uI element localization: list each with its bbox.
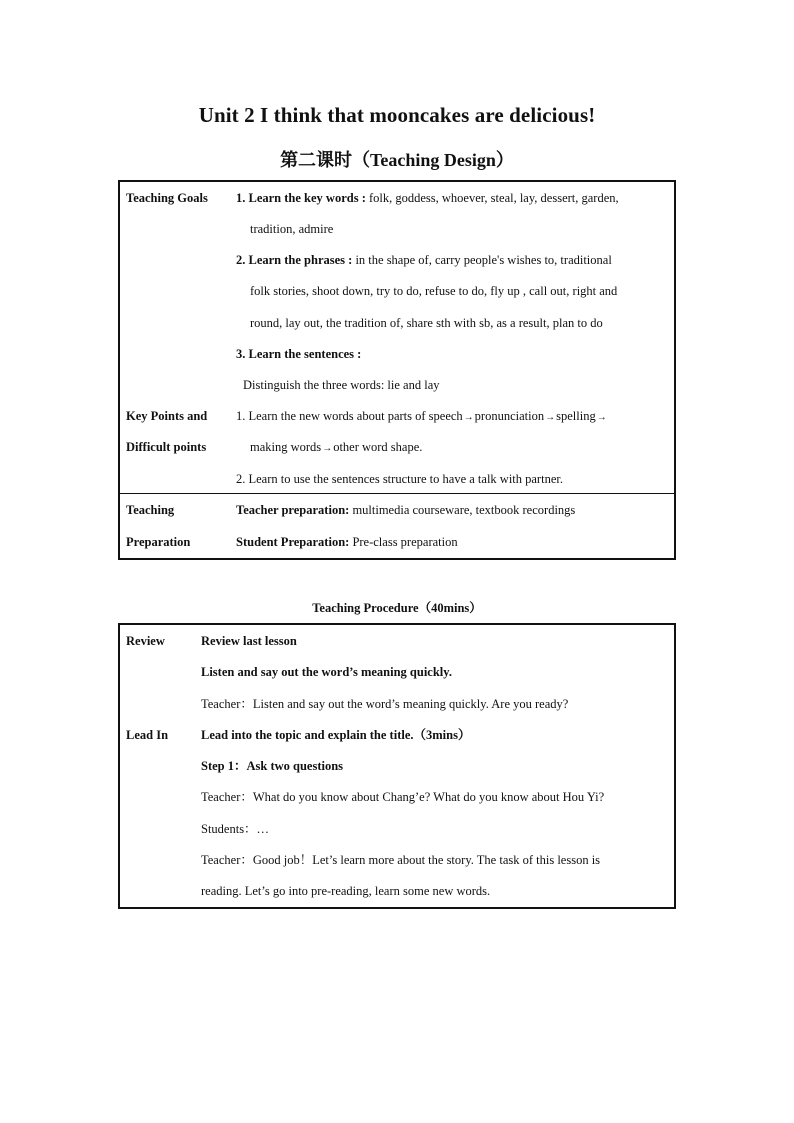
arrow-right-icon: →	[545, 412, 556, 423]
student-preparation-text: Pre-class preparation	[349, 535, 458, 549]
key-points-label: Key Points and	[126, 409, 208, 423]
student-preparation	[236, 534, 458, 550]
review-label: Review	[126, 634, 165, 648]
review-head: Review last lesson	[201, 634, 297, 648]
teacher-response: Teacher：Good job！Let’s learn more about the story. The task of this lesson is	[201, 853, 601, 867]
key-point-1	[236, 408, 608, 426]
teaching-label: Teaching	[126, 503, 175, 517]
goal-1-cont: tradition, admire	[250, 222, 334, 236]
lead-in-label: Lead In	[126, 728, 169, 742]
step-1: Step 1：Ask two questions	[201, 759, 344, 773]
arrow-right-icon: →	[596, 412, 607, 423]
lead-in-head: Lead into the topic and explain the title.（3mins）	[201, 728, 471, 742]
key-point-1-e: other word shape.	[333, 440, 423, 454]
key-point-1-cont	[250, 439, 422, 457]
key-point-1-b: pronunciation	[474, 409, 545, 423]
key-point-2: 2. Learn to use the sentences structure to have a talk with partner.	[236, 472, 563, 486]
goal-1	[236, 190, 619, 206]
table-divider	[120, 493, 674, 494]
page-subtitle: 第二课时（Teaching Design）	[280, 150, 514, 170]
arrow-right-icon: →	[463, 412, 474, 423]
key-point-1-d: making words	[250, 440, 322, 454]
difficult-points-label: Difficult points	[126, 440, 207, 454]
teacher-question: Teacher：What do you know about Chang’e? What do you know about Hou Yi?	[201, 790, 605, 804]
teacher-preparation-head: Teacher preparation:	[236, 503, 350, 517]
students-answer: Students：…	[201, 822, 270, 836]
review-sub: Listen and say out the word’s meaning quickly.	[201, 665, 452, 679]
preparation-label: Preparation	[126, 535, 191, 549]
goal-2-head: 2. Learn the phrases :	[236, 253, 353, 267]
goal-3-head: 3. Learn the sentences :	[236, 347, 362, 361]
student-preparation-head: Student Preparation:	[236, 535, 350, 549]
goal-2-cont-1: folk stories, shoot down, try to do, refuse to do, fly up , call out, right and	[250, 284, 618, 298]
teaching-goals-label: Teaching Goals	[126, 191, 208, 205]
page-title: Unit 2 I think that mooncakes are delicious!	[198, 103, 596, 127]
goal-3-text: Distinguish the three words: lie and lay	[243, 378, 440, 392]
teacher-response-cont: reading. Let’s go into pre-reading, learn some new words.	[201, 884, 491, 898]
teacher-preparation	[236, 502, 575, 518]
procedure-title: Teaching Procedure（40mins）	[312, 601, 482, 615]
review-teacher: Teacher：Listen and say out the word’s meaning quickly. Are you ready?	[201, 697, 569, 711]
key-point-1-a: 1. Learn the new words about parts of speech	[236, 409, 463, 423]
goal-2-cont-2: round, lay out, the tradition of, share sth with sb, as a result, plan to do	[250, 316, 603, 330]
goal-2-text: in the shape of, carry people's wishes to, traditional	[352, 253, 612, 267]
goal-2	[236, 252, 612, 268]
teacher-preparation-text: multimedia courseware, textbook recordings	[349, 503, 576, 517]
goal-1-head: 1. Learn the key words :	[236, 191, 366, 205]
goal-1-text: folk, goddess, whoever, steal, lay, dessert, garden,	[365, 191, 619, 205]
arrow-right-icon: →	[322, 443, 333, 454]
key-point-1-c: spelling	[556, 409, 596, 423]
